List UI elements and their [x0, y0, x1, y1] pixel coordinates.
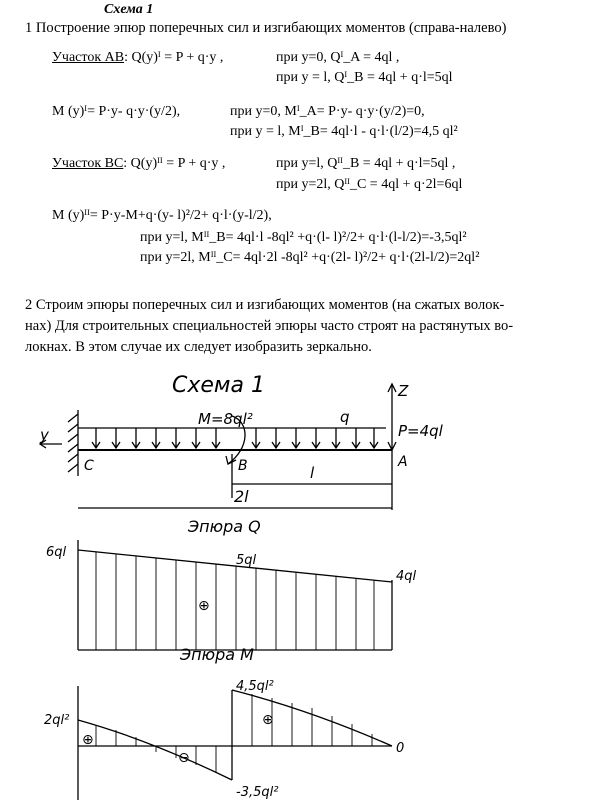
m-sign-negative: ⊖: [178, 750, 190, 766]
section-2-line-2: нах) Для строительных специальностей эпюры часто строят на растянутых во-: [25, 318, 514, 334]
segment-bc-m-formula: M (y)ᴵᴵ= P·y-M+q·(y- l)²/2+ q·l·(y-l/2),: [52, 208, 272, 223]
segment-ab-m-atl: при y = l, Mᴵ_B= 4ql·l - q·l·(l/2)=4,5 ql²: [230, 124, 458, 139]
q-diagram-line: [78, 550, 392, 582]
q-value-mid: 5ql: [236, 553, 257, 568]
axis-z-label: Z: [398, 382, 409, 400]
section-2-line-1: 2 Строим эпюры поперечных сил и изгибающих моментов (на сжатых волок-: [25, 297, 505, 313]
segment-bc-q-atl: при y=l, Qᴵᴵ_B = 4ql + q·l=5ql ,: [276, 156, 456, 171]
q-sign-positive: ⊕: [198, 598, 210, 614]
segment-ab-q-formula: : Q(y)ᴵ = P + q·y ,: [124, 50, 224, 65]
segment-bc-q: [52, 156, 225, 172]
moment-label: M=8ql²: [198, 410, 253, 428]
distributed-load-arrows: [92, 428, 378, 448]
segment-bc-q-at2l: при y=2l, Qᴵᴵ_C = 4ql + q·2l=6ql: [276, 177, 463, 192]
segment-ab-q: [52, 50, 223, 66]
dim-2l-label: 2l: [234, 487, 249, 506]
q-value-right: 4ql: [396, 569, 417, 584]
m-diagram-curve-cb: [78, 720, 232, 780]
segment-bc-label: Участок ВС: [52, 156, 124, 171]
m-value-bottom: -3,5ql²: [236, 785, 279, 800]
m-value-right: 0: [396, 741, 405, 756]
q-value-left: 6ql: [46, 545, 67, 560]
segment-ab-m-formula: M (y)ᴵ= P·y- q·y·(y/2),: [52, 104, 181, 119]
segment-ab-q-atl: при y = l, Qᴵ_B = 4ql + q·l=5ql: [276, 70, 453, 85]
segment-bc-q-formula: : Q(y)ᴵᴵ = P + q·y ,: [123, 156, 226, 171]
moment-arrowhead: [226, 456, 236, 464]
q-diagram-title: Эпюра Q: [188, 517, 261, 536]
section-1-title: 1 Построение эпюр поперечных сил и изгибающих моментов (справа-налево): [25, 20, 507, 36]
segment-ab-m-at0: при y=0, Mᴵ_A= P·y- q·y·(y/2)=0,: [230, 104, 425, 119]
q-diagram-hatching: [96, 552, 374, 650]
m-sign-positive-left: ⊕: [82, 732, 94, 748]
point-b-label: B: [238, 458, 248, 474]
diagram-sketch: [0, 360, 606, 804]
section-2-line-3: локнах. В этом случае их следует изобразить зеркально.: [25, 339, 372, 355]
wall-hatching: [68, 414, 78, 472]
m-value-left: 2ql²: [44, 713, 70, 728]
axis-y-label: y: [40, 426, 49, 444]
point-a-label: A: [398, 454, 408, 470]
m-diagram-title: Эпюра M: [180, 645, 254, 664]
sketch-title: Схема 1: [172, 373, 265, 398]
segment-bc-m-at2l: при y=2l, Mᴵᴵ_C= 4ql·2l -8ql² +q·(2l- l)²/2+ q·l·(2l-l/2)=2ql²: [140, 250, 480, 265]
segment-ab-label: Участок АВ: [52, 50, 125, 65]
segment-bc-m-atl: при y=l, Mᴵᴵ_B= 4ql·l -8ql² +q·(l- l)²/2+ q·l·(l-l/2)=-3,5ql²: [140, 230, 467, 245]
q-load-label: q: [340, 408, 350, 426]
page-heading: Схема 1: [104, 2, 154, 17]
point-c-label: C: [84, 458, 94, 474]
m-sign-positive-right: ⊕: [262, 712, 274, 728]
m-value-top: 4,5ql²: [236, 679, 274, 694]
section-2-text: [25, 295, 590, 358]
dim-l-label: l: [310, 464, 315, 482]
m-diagram-hatching: [96, 694, 372, 773]
force-label: P=4ql: [398, 422, 443, 440]
segment-ab-q-at0: при y=0, Qᴵ_A = 4ql ,: [276, 50, 400, 65]
